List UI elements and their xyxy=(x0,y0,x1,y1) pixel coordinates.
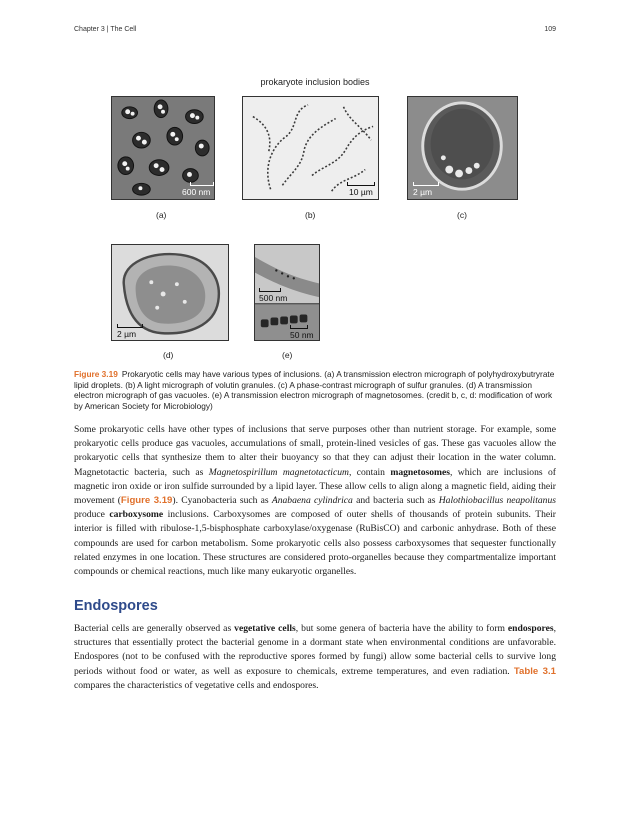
p1-text-3: , which are inclusions of magnetic iron oxide or iron sulfide surrounded by a lipid layer. These allow cells to align along a magnetic field, aiding their movement ( xyxy=(74,466,556,507)
figure-title: prokaryote inclusion bodies xyxy=(260,77,370,87)
term-carboxysome: carboxysome xyxy=(109,509,164,521)
term-magnetosomes: magnetosomes xyxy=(390,466,451,478)
micrograph-d xyxy=(111,244,229,341)
term-endospores: endospores xyxy=(507,623,554,634)
panel-label-b: (b) xyxy=(305,210,316,220)
p1-text-7: inclusions. Carboxysomes are composed of outer shells of thousands of protein subunits. Their interior is filled with ribulose-1,5-bisphosphate carboxylase/oxygenase (RuBisCO) and carbonic anhydrase. Both of these compounds are used for carbon metabolism. Some prokaryotic cells also possess carboxysomes that sequester functionally related enzymes in one location. These structures are considered proto-organelles because they compartmentalize important compounds or chemical reactions, much like many eukaryotic organelles. xyxy=(74,509,556,578)
micrograph-c xyxy=(407,96,518,200)
table-reference-link[interactable]: Table 3.1 xyxy=(513,665,556,677)
panel-label-e: (e) xyxy=(282,350,293,360)
p1-species-halothiobacillus: Halothiobacillus neapolitanus xyxy=(438,495,557,507)
scale-label-d: 2 µm xyxy=(117,329,137,339)
p1-text-1: Some prokaryotic cells have other types of inclusions that serve purposes other than nutrient storage. For example, some prokaryotic cells produce gas vacuoles, accumulations of small, protein-lined vesicles of gas. These gas vacuoles allow the prokaryotic cells that synthesize them to alter their buoyancy so that they can adjust their location in the water column. Magnetotactic bacteria, such as xyxy=(74,424,556,478)
figure-reference-link[interactable]: Figure 3.19 xyxy=(120,495,173,507)
p1-text-6: produce xyxy=(74,509,110,521)
scale-label-a: 600 nm xyxy=(182,187,211,197)
scale-label-e-top: 500 nm xyxy=(259,293,288,303)
panel-label-a: (a) xyxy=(156,210,167,220)
scale-bar-a xyxy=(182,187,210,197)
p2-text-2: , but some genera of bacteria have the ability to form xyxy=(295,623,508,634)
term-vegetative-cells: vegetative cells xyxy=(234,623,296,634)
scale-label-c: 2 µm xyxy=(413,187,433,197)
scale-bar-b xyxy=(349,187,373,197)
figure-number: Figure 3.19 xyxy=(74,369,118,379)
micrograph-e xyxy=(254,244,320,341)
p2-text-4: compares the characteristics of vegetative cells and endospores. xyxy=(74,679,319,691)
p1-text-5: and bacteria such as xyxy=(352,495,439,507)
paragraph-endospores xyxy=(74,622,556,693)
micrograph-b xyxy=(242,96,379,200)
panel-label-c: (c) xyxy=(457,210,467,220)
page-number: 109 xyxy=(544,26,556,33)
p2-text-3: , structures that essentially protect the bacterial genome in a dormant state when environmental conditions are unfavorable. Endospores (not to be confused with the reproductive spores formed by fungi) allow some bacterial cells to survive long periods without food or water, as well as exposure to chemicals, extreme temperatures, and even radiation. xyxy=(74,623,556,677)
micrograph-a xyxy=(111,96,215,200)
paragraph-inclusions xyxy=(74,423,556,579)
scale-bar-e-bottom xyxy=(290,330,314,340)
panel-label-d: (d) xyxy=(163,350,174,360)
figure-caption xyxy=(74,369,558,411)
scale-label-e-bottom: 50 nm xyxy=(290,330,314,340)
p2-text-1: Bacterial cells are generally observed as xyxy=(74,623,235,634)
scale-label-b: 10 µm xyxy=(349,187,373,197)
caption-text: Prokaryotic cells may have various types of inclusions. (a) A transmission electron micrograph of polyhydroxybutryrate lipid droplets. (b) A light micrograph of volutin granules. (c) A phase-contrast micrograph of sulfur granules. (d) A transmission electron micrograph of gas vacuoles. (e) A transmission electron micrograph of magnetosomes. (credit b, c, d: modification of work by American Society for Microbiology) xyxy=(74,369,555,411)
section-heading-endospores: Endospores xyxy=(74,598,158,614)
running-header-chapter: Chapter 3 | The Cell xyxy=(74,26,137,33)
p1-text-2: , contain xyxy=(348,466,391,478)
scale-bar-d xyxy=(117,329,136,339)
p1-species-anabaena: Anabaena cylindrica xyxy=(271,495,353,507)
p1-text-4: ). Cyanobacteria such as xyxy=(172,495,272,507)
scale-bar-e-top xyxy=(259,293,287,303)
scale-bar-c xyxy=(413,187,432,197)
p1-species-magnetospirillum: Magnetospirillum magnetotacticum xyxy=(208,466,349,478)
